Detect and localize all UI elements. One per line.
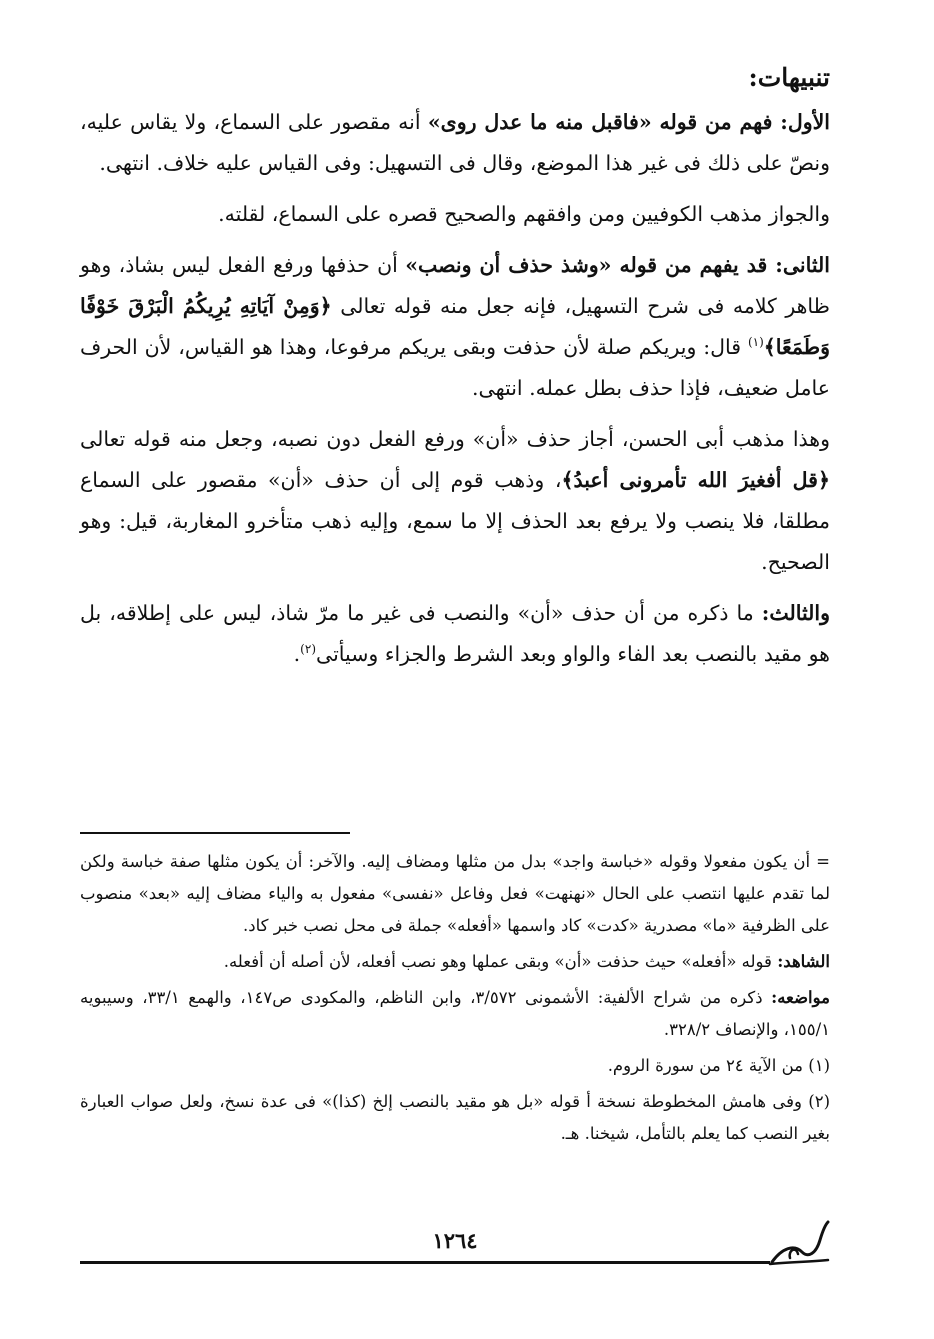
page-number: ١٢٦٤ [432, 1228, 478, 1253]
footnote-mawadi [80, 982, 830, 1046]
paragraph-second-text-a: أن حذفها ورفع الفعل ليس بشاذ، وهو ظاهر كلامه فى شرح التسهيل، فإنه جعل منه قوله تعالى [80, 253, 830, 318]
footnote-1: (١) من الآية ٢٤ من سورة الروم. [607, 1056, 830, 1075]
paragraph-abi-hasan-a: وهذا مذهب أبى الحسن، أجاز حذف «أن» ورفع الفعل دون نصبه، وجعل منه قوله تعالى [80, 427, 830, 451]
paragraph-third-text: ما ذكره من أن حذف «أن» والنصب فى غير ما مرّ شاذ، ليس على إطلاقه، بل هو مقيد بالنصب بعد الفاء والواو وبعد الشرط والجزاء وسيأتى [80, 601, 830, 666]
quran-verse-rum: ﴿وَمِنْ آيَاتِهِ يُرِيكُمُ الْبَرْقَ خَوْفًا وَطَمَعًا﴾ [80, 294, 830, 359]
paragraph-first-text: أنه مقصور على السماع، ولا يقاس عليه، ونصّ على ذلك فى غير هذا الموضع، وقال فى التسهيل: وفى القياس عليه خلاف. انتهى. [80, 110, 830, 175]
footnote-shahid-lead: الشاهد: [777, 952, 830, 971]
paragraph-second-lead: الثانى: قد يفهم من قوله «وشذ حذف أن ونصب» [405, 253, 830, 277]
footnote-mawadi-text: ذكره من شراح الألفية: الأشمونى ٣/٥٧٢، وابن الناظم، والمكودى ص١٤٧، والهمع ٣٣/١، وسيبويه ١٥٥/١، والإنصاف ٣٢٨/٢. [80, 988, 830, 1039]
bottom-rule [80, 1261, 770, 1264]
paragraph-second-text-b: قال: ويريكم صلة لأن حذفت وبقى يريكم مرفوعا، وهذا هو القياس، لأن الحرف عامل ضعيف، فإذا حذف بطل عمله. انتهى. [80, 335, 830, 400]
ornament-flourish-icon [768, 1218, 830, 1270]
paragraph-abi-hasan-b: ، وذهب قوم إلى أن حذف «أن» مقصور على السماع مطلقا، فلا ينصب ولا يرفع بعد الحذف إلا ما سمع، وإليه ذهب متأخرو المغاربة، قيل: وهو الصحيح. [80, 468, 830, 574]
paragraph-first-lead: الأول: فهم من قوله «فاقبل منه ما عدل روى» [427, 110, 831, 134]
paragraph-second [80, 245, 830, 409]
paragraph-third-end: . [293, 642, 301, 666]
paragraph-first [80, 102, 830, 184]
page-number-container [80, 1228, 830, 1253]
footnote-mawadi-lead: مواضعه: [771, 988, 830, 1007]
footnote-ref-1: (١) [747, 335, 764, 350]
footnotes [80, 846, 830, 1154]
paragraph-third-lead: والثالث: [761, 601, 830, 625]
footnote-separator [80, 832, 350, 834]
paragraph-third [80, 593, 830, 675]
footnote-continuation: = أن يكون مفعولا وقوله «خباسة واجد» بدل من مثلها ومضاف إليه. والآخر: أن يكون مثلها صفة خباسة ولكن لما تقدم عليها انتصب على الحال «نهنهت» فعل وفاعل «نفسى» مفعول به والياء مضاف إليه «بعد» منصوب على الظرفية «ما» مصدرية «كدت» كاد واسمها «أفعله» جملة فى محل نصب خبر كاد. [80, 852, 830, 935]
paragraph-abi-hasan [80, 419, 830, 583]
paragraph-jawaz: والجواز مذهب الكوفيين ومن وافقهم والصحيح قصره على السماع، لقلته. [218, 202, 830, 226]
footnote-ref-2: (٢) [300, 642, 316, 657]
quran-verse-zumar: ﴿قل أفغيرَ الله تأمرونى أعبدُ﴾ [561, 468, 830, 492]
footnote-shahid [80, 946, 830, 978]
footnote-2: (٢) وفى هامش المخطوطة نسخة أ قوله «بل هو مقيد بالنصب إلخ (كذا)» فى عدة نسخ، ولعل صواب العبارة بغير النصب كما يعلم بالتأمل، شيخنا. هـ. [80, 1092, 830, 1143]
page [80, 60, 830, 1280]
section-heading: تنبيهات: [748, 63, 830, 92]
footnote-shahid-text: قوله «أفعله» حيث حذفت «أن» وبقى عملها وهو نصب أفعله، لأن أصله أن أفعله. [223, 952, 778, 971]
